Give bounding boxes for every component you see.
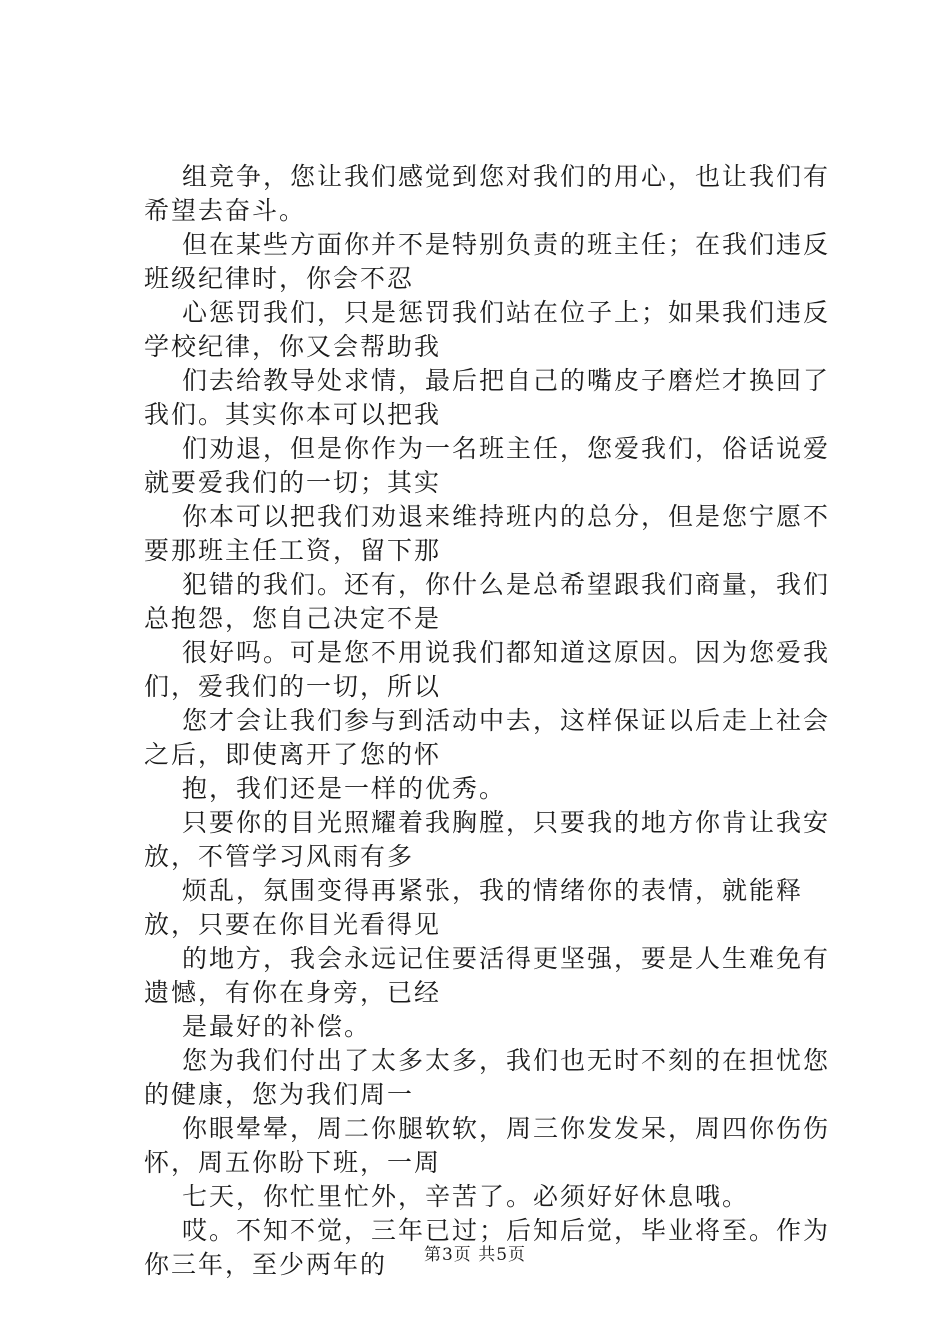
- paragraph: 很好吗。可是您不用说我们都知道这原因。因为您爱我们，爱我们的一切，所以: [144, 638, 831, 701]
- body-text: [144, 160, 844, 1282]
- paragraph: 烦乱，氛围变得再紧张，我的情绪你的表情，就能释放，只要在你目光看得见: [144, 876, 804, 939]
- paragraph: 你眼晕晕，周二你腿软软，周三你发发呆，周四你伤伤怀，周五你盼下班，一周: [144, 1114, 831, 1177]
- paragraph: 心惩罚我们，只是惩罚我们站在位子上；如果我们违反学校纪律，你又会帮助我: [144, 298, 831, 361]
- paragraph: 的地方，我会永远记住要活得更坚强，要是人生难免有遗憾，有你在身旁，已经: [144, 944, 831, 1007]
- paragraph: 哎。不知不觉，三年已过；后知后觉，毕业将至。作为你三年，至少两年的: [144, 1216, 831, 1279]
- paragraph: 七天，你忙里忙外，辛苦了。必须好好休息哦。: [182, 1182, 750, 1211]
- paragraph: 们劝退，但是你作为一名班主任，您爱我们，俗话说爱就要爱我们的一切；其实: [144, 434, 831, 497]
- paragraph: 您才会让我们参与到活动中去，这样保证以后走上社会之后，即使离开了您的怀: [144, 706, 831, 769]
- paragraph: 犯错的我们。还有，你什么是总希望跟我们商量，我们总抱怨，您自己决定不是: [144, 570, 831, 633]
- paragraph: 但在某些方面你并不是特别负责的班主任；在我们违反班级纪律时，你会不忍: [144, 230, 831, 293]
- page-number-label: 第3页 共5页: [423, 1245, 527, 1265]
- paragraph: 抱，我们还是一样的优秀。: [182, 774, 507, 803]
- paragraph: 组竞争，您让我们感觉到您对我们的用心，也让我们有希望去奋斗。: [144, 162, 831, 225]
- paragraph: 只要你的目光照耀着我胸膛，只要我的地方你肯让我安放，不管学习风雨有多: [144, 808, 831, 871]
- paragraph: 你本可以把我们劝退来维持班内的总分，但是您宁愿不要那班主任工资，留下那: [144, 502, 831, 565]
- paragraph: 们去给教导处求情，最后把自己的嘴皮子磨烂才换回了我们。其实你本可以把我: [144, 366, 831, 429]
- paragraph: 您为我们付出了太多太多，我们也无时不刻的在担忧您的健康，您为我们周一: [144, 1046, 831, 1109]
- paragraph: 是最好的补偿。: [182, 1012, 372, 1041]
- page-footer: [0, 1240, 950, 1265]
